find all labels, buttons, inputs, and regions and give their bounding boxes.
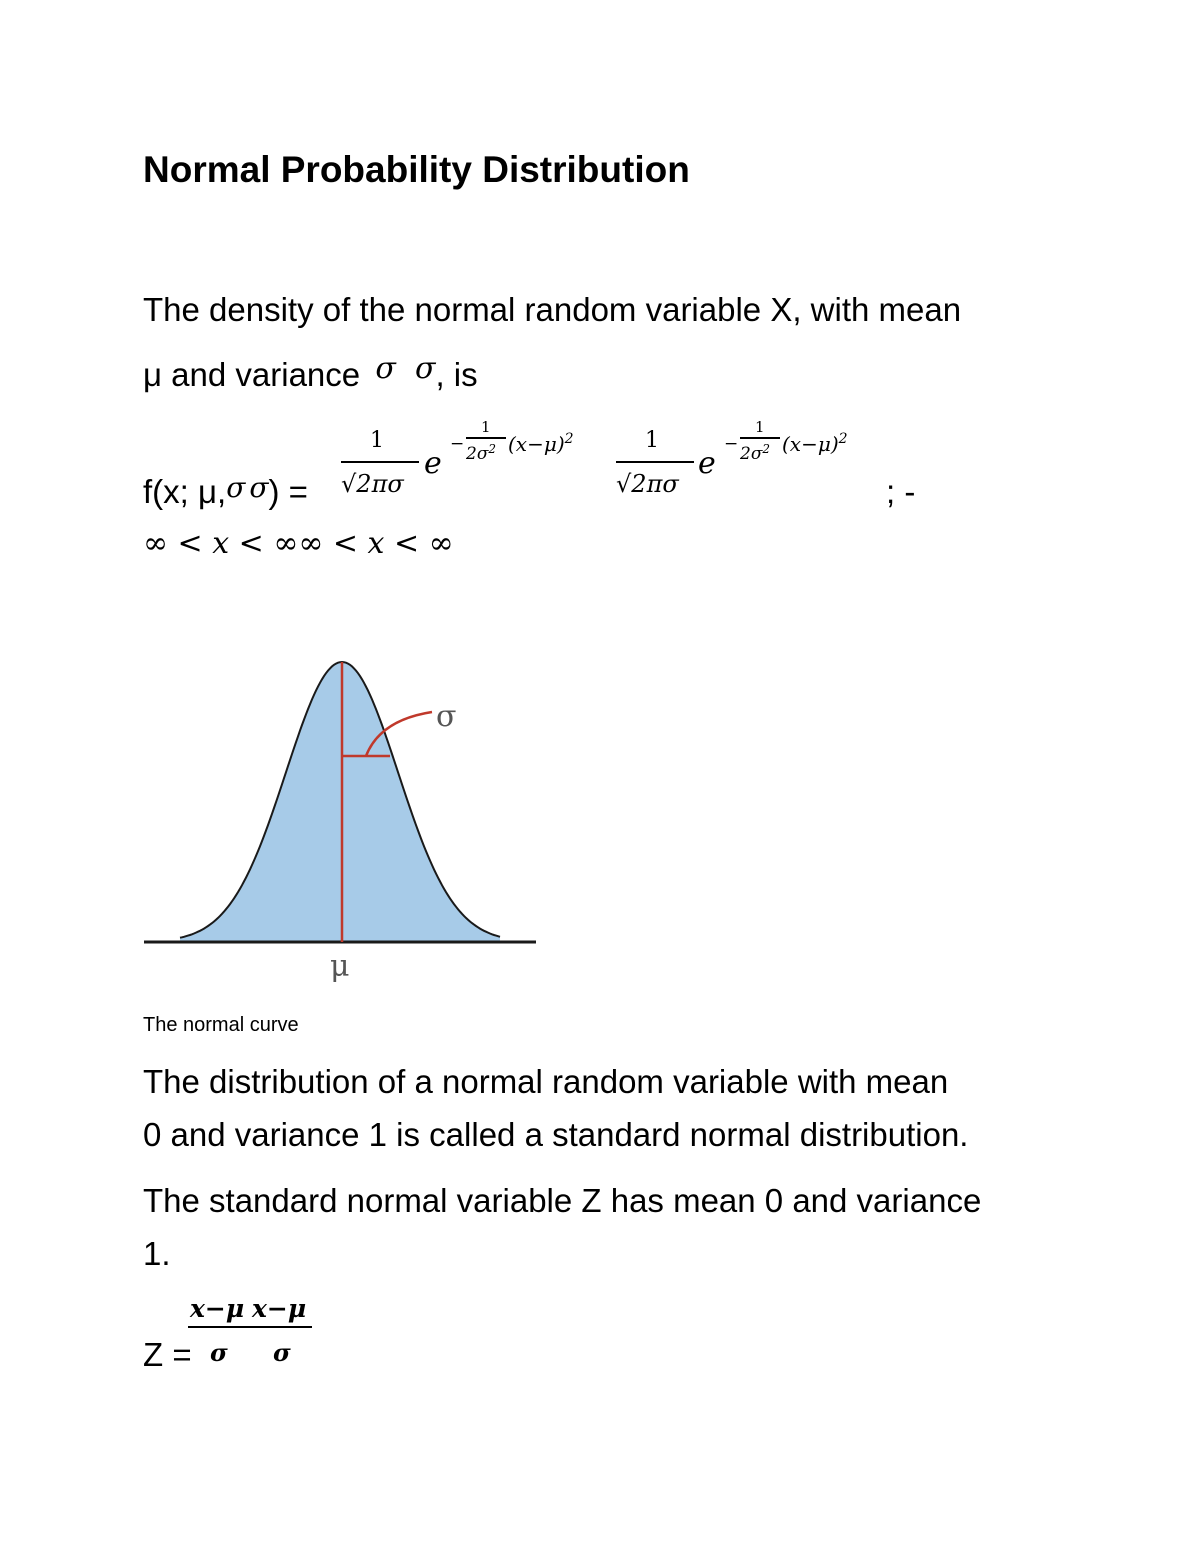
formula-lhs <box>143 472 308 514</box>
intro-sigma-b: σ <box>414 351 436 386</box>
intro-line-2-suffix: , is <box>435 356 478 393</box>
para2-line1: The standard normal variable Z has mean 0 and variance <box>143 1182 982 1219</box>
formula-sigma-b: σ <box>249 471 269 504</box>
formula-lhs-prefix: f(x; μ, <box>143 473 227 510</box>
exp-den-2: $2\sigma^2$ <box>740 442 771 464</box>
z-num-a: x−μ <box>190 1294 245 1323</box>
para1-line1: The distribution of a normal random variable with mean <box>143 1063 949 1100</box>
coef-num-1: 1 <box>370 428 384 453</box>
intro-line-2 <box>143 351 478 397</box>
mu-label: μ <box>330 949 350 984</box>
intro-line-1: The density of the normal random variable X, with mean <box>143 291 962 328</box>
formula-range-line: ∞ < x < ∞∞ < x < ∞ <box>143 526 454 561</box>
exp-den-1: $2\sigma^2$ <box>466 442 497 464</box>
para2-line2: 1. <box>143 1235 171 1272</box>
exp-fraction-bar-2 <box>740 437 780 439</box>
para1-line2: 0 and variance 1 is called a standard normal distribution. <box>143 1116 969 1153</box>
base-e-1: e <box>424 446 442 481</box>
normal-curve-figure <box>140 650 540 990</box>
coef-den-2: √2πσ <box>616 470 679 498</box>
intro-sigma-a: σ <box>375 351 396 386</box>
exp-num-2: 1 <box>755 418 765 436</box>
formula-range-end: ; - <box>886 473 916 510</box>
z-den-a: σ <box>210 1338 228 1367</box>
base-e-2: e <box>698 446 716 481</box>
coef-fraction-bar-1 <box>341 461 419 463</box>
exp-tail-2: $(x-\mu)^2$ <box>782 431 848 456</box>
exp-fraction-bar-1 <box>466 437 506 439</box>
exp-num-1: 1 <box>481 418 491 436</box>
page-title: Normal Probability Distribution <box>143 149 690 190</box>
coef-num-2: 1 <box>645 428 659 453</box>
sigma-label: σ <box>436 699 457 734</box>
formula-lhs-suffix: ) = <box>268 473 308 510</box>
coef-den-1: √2πσ <box>341 470 404 498</box>
exp-tail-1: $(x-\mu)^2$ <box>508 431 574 456</box>
exp-sign-1: − <box>450 434 465 454</box>
figure-caption: The normal curve <box>143 1014 299 1036</box>
z-den-b: σ <box>273 1338 291 1367</box>
formula-sigma-a: σ <box>226 471 246 504</box>
z-lhs: Z = <box>143 1336 192 1373</box>
intro-line-2-prefix: μ and variance <box>143 356 361 393</box>
coef-fraction-bar-2 <box>616 461 694 463</box>
z-num-b: x−μ <box>252 1294 307 1323</box>
exp-sign-2: − <box>724 434 739 454</box>
z-fraction-bar <box>188 1326 312 1328</box>
